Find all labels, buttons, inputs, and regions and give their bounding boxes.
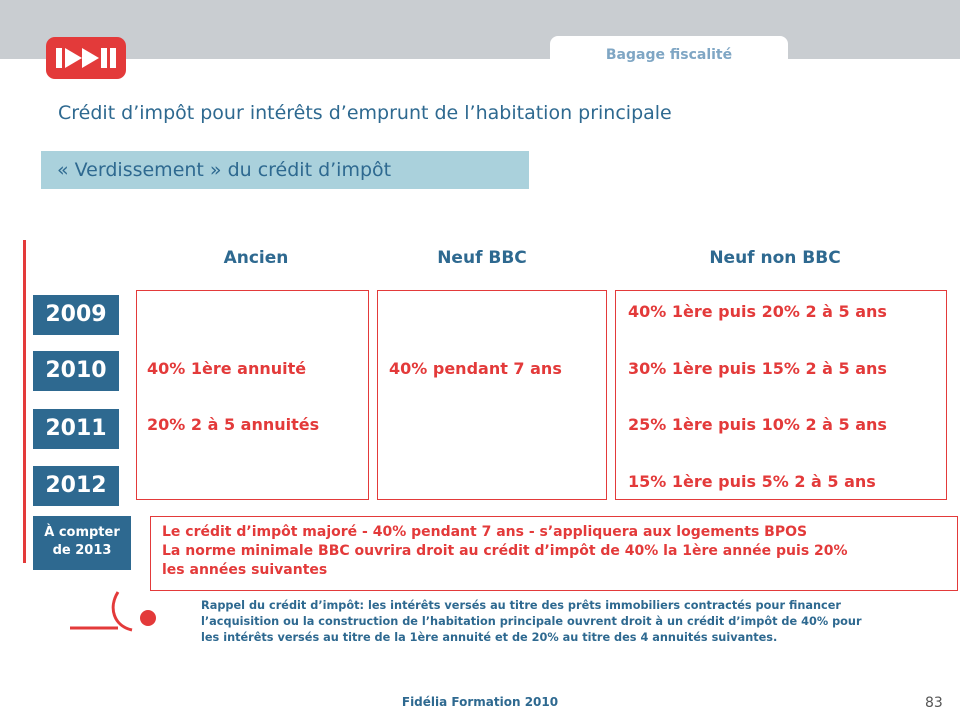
rappel-text	[201, 598, 941, 646]
column-header-neuf-bbc: Neuf BBC	[437, 248, 527, 268]
neuf-non-bbc-line-3: 25% 1ère puis 10% 2 à 5 ans	[628, 415, 887, 434]
section-title: « Verdissement » du crédit d’impôt	[41, 151, 529, 189]
year-badge-2012: 2012	[33, 466, 119, 506]
note-line-1: Le crédit d’impôt majoré - 40% pendant 7 ans - s’appliquera aux logements BPOS	[162, 524, 808, 540]
note-box	[150, 516, 958, 591]
header-tab: Bagage fiscalité	[550, 36, 788, 70]
year-badge-2010: 2010	[33, 351, 119, 391]
rappel-line-2: l’acquisition ou la construction de l’habitation principale ouvrent droit à un crédit d’impôt de 40% pour	[201, 615, 862, 628]
page-title: Crédit d’impôt pour intérêts d’emprunt de l’habitation principale	[58, 102, 672, 124]
column-header-neuf-non-bbc: Neuf non BBC	[709, 248, 841, 268]
ancien-line-2: 20% 2 à 5 annuités	[147, 415, 320, 434]
note-line-2: La norme minimale BBC ouvrira droit au crédit d’impôt de 40% la 1ère année puis 20%	[162, 543, 848, 559]
neuf-non-bbc-line-2: 30% 1ère puis 15% 2 à 5 ans	[628, 359, 887, 378]
a-compter-line-1: À compter	[44, 525, 120, 540]
rappel-line-3: les intérêts versés au titre de la 1ère annuité et de 20% au titre des 4 annuités suivantes.	[201, 631, 778, 644]
page-number: 83	[925, 695, 943, 711]
year-badge-2009: 2009	[33, 295, 119, 335]
neuf-bbc-line-1: 40% pendant 7 ans	[389, 359, 562, 378]
line-dot-decoration-icon	[68, 590, 163, 645]
column-header-ancien: Ancien	[223, 248, 289, 268]
box-neuf-non-bbc	[615, 290, 947, 500]
neuf-non-bbc-line-1: 40% 1ère puis 20% 2 à 5 ans	[628, 302, 887, 321]
box-neuf-bbc	[377, 290, 607, 500]
box-ancien	[136, 290, 369, 500]
year-badge-2011: 2011	[33, 409, 119, 449]
a-compter-line-2: de 2013	[52, 543, 112, 558]
red-vertical-line	[23, 240, 26, 563]
rappel-line-1: Rappel du crédit d’impôt: les intérêts versés au titre des prêts immobiliers contractés pour financer	[201, 599, 841, 612]
neuf-non-bbc-line-4: 15% 1ère puis 5% 2 à 5 ans	[628, 472, 876, 491]
a-compter-badge	[33, 516, 131, 570]
fast-forward-logo-icon	[46, 37, 126, 79]
top-band	[0, 0, 960, 59]
note-line-3: les années suivantes	[162, 562, 328, 578]
ancien-line-1: 40% 1ère annuité	[147, 359, 307, 378]
footer: Fidélia Formation 2010	[401, 695, 559, 709]
